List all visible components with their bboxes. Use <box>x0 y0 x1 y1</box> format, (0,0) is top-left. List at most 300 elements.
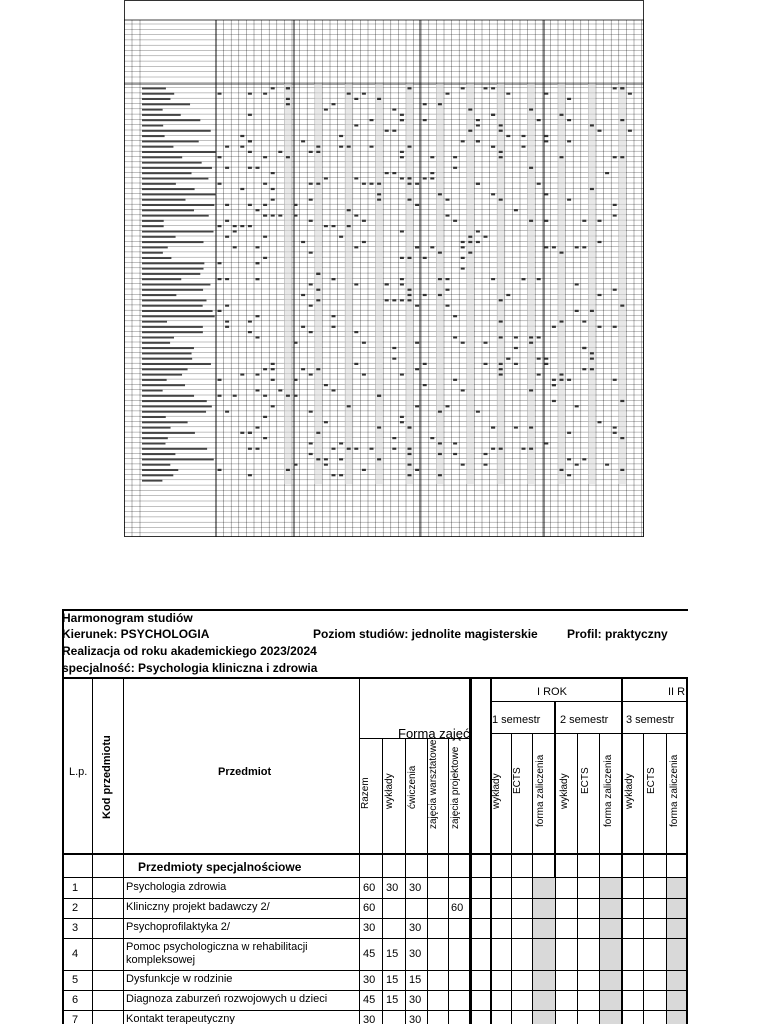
thumb-entry <box>316 432 320 434</box>
grid-line <box>62 677 688 679</box>
thumb-entry <box>263 156 267 158</box>
thumb-entry <box>484 236 488 238</box>
thumb-entry <box>415 405 419 407</box>
doc-title: Harmonogram studiów <box>62 611 193 625</box>
grid-line <box>62 877 688 878</box>
thumb-entry <box>476 119 480 121</box>
thumb-entry <box>294 342 298 344</box>
thumb-entry <box>385 299 389 301</box>
thumb-shade <box>588 84 596 484</box>
sem2-col-ects: ECTS <box>580 767 591 794</box>
thumb-entry <box>392 448 396 450</box>
thumb-entry <box>582 320 586 322</box>
thumb-entry <box>613 326 617 328</box>
thumb-entry <box>514 209 518 211</box>
sem1-col-ects: ECTS <box>512 767 523 794</box>
thumb-entry <box>278 389 282 391</box>
grid-line <box>123 677 124 1024</box>
thumb-entry <box>332 326 336 328</box>
grid-line <box>92 677 93 1024</box>
thumb-entry <box>385 172 389 174</box>
thumb-entry <box>286 395 290 397</box>
thumb-entry <box>423 257 427 259</box>
thumb-entry <box>537 278 541 280</box>
sheet-thumbnail-grid <box>124 0 644 537</box>
thumb-subject-name <box>142 395 194 397</box>
thumb-entry <box>392 358 396 360</box>
grid-line <box>471 677 472 1024</box>
doc-realizacja: Realizacja od roku akademickiego 2023/2024 <box>62 644 317 658</box>
thumb-entry <box>453 336 457 338</box>
thumb-entry <box>362 183 366 185</box>
thumb-shade <box>406 84 414 484</box>
shaded-forma-zaliczenia <box>533 878 555 1024</box>
thumb-entry <box>362 342 366 344</box>
thumb-entry <box>240 135 244 137</box>
row-lp: 7 <box>72 1013 79 1024</box>
thumb-entry <box>263 93 267 95</box>
thumb-subject-name <box>142 119 200 121</box>
semestr-3-header: 3 semestr <box>626 714 675 726</box>
thumb-entry <box>446 199 450 201</box>
thumb-entry <box>506 358 510 360</box>
thumb-entry <box>263 183 267 185</box>
thumb-subject-name <box>142 87 166 89</box>
thumb-entry <box>491 87 495 89</box>
thumb-entry <box>218 183 222 185</box>
shaded-forma-zaliczenia <box>600 878 621 1024</box>
thumb-entry <box>263 395 267 397</box>
thumb-entry <box>408 177 412 179</box>
thumb-entry <box>537 358 541 360</box>
thumb-entry <box>408 448 412 450</box>
thumb-entry <box>286 103 290 105</box>
thumb-entry <box>484 363 488 365</box>
thumb-entry <box>271 199 275 201</box>
thumb-entry <box>620 437 624 439</box>
thumb-entry <box>575 464 579 466</box>
thumb-entry <box>582 347 586 349</box>
thumb-entry <box>529 167 533 169</box>
sem3-col-forma: forma zaliczenia <box>669 754 680 827</box>
row-divider <box>62 918 688 919</box>
thumb-entry <box>590 352 594 354</box>
thumb-entry <box>377 199 381 201</box>
thumb-entry <box>415 204 419 206</box>
row-cwiczenia: 15 <box>409 973 422 986</box>
thumb-shade <box>527 84 535 484</box>
thumb-entry <box>271 172 275 174</box>
schedule-zoom-view <box>62 609 688 1024</box>
thumb-entry <box>499 320 503 322</box>
thumb-entry <box>316 183 320 185</box>
thumb-entry <box>620 305 624 307</box>
thumb-entry <box>453 220 457 222</box>
row-razem: 45 <box>363 947 376 960</box>
thumb-entry <box>301 241 305 243</box>
thumb-entry <box>415 368 419 370</box>
thumb-entry <box>446 93 450 95</box>
thumb-entry <box>309 453 313 455</box>
thumb-subject-name <box>142 98 170 100</box>
thumb-subject-name <box>142 135 165 137</box>
forma-col-warsztatowe: zajęcia warsztatowe <box>428 739 439 829</box>
thumb-entry <box>423 103 427 105</box>
thumb-entry <box>377 395 381 397</box>
thumb-entry <box>499 199 503 201</box>
thumb-shade <box>497 84 505 484</box>
thumb-subject-name <box>142 464 170 466</box>
thumb-entry <box>256 373 260 375</box>
grid-line <box>490 677 492 1024</box>
thumb-entry <box>400 373 404 375</box>
thumb-entry <box>575 283 579 285</box>
thumb-subject-name <box>142 199 185 201</box>
thumb-entry <box>240 373 244 375</box>
thumb-subject-name <box>142 193 217 195</box>
thumb-entry <box>468 236 472 238</box>
thumb-subject-name <box>142 448 207 450</box>
thumb-entry <box>370 119 374 121</box>
thumb-entry <box>248 432 252 434</box>
row-przedmiot: Kliniczny projekt badawczy 2/ <box>126 901 270 913</box>
thumb-entry <box>248 204 252 206</box>
thumb-entry <box>301 368 305 370</box>
thumb-subject-name <box>142 390 163 392</box>
thumb-entry <box>256 209 260 211</box>
thumb-entry <box>453 315 457 317</box>
thumb-entry <box>271 214 275 216</box>
thumb-entry <box>499 156 503 158</box>
thumb-entry <box>613 214 617 216</box>
thumb-entry <box>347 146 351 148</box>
row-cwiczenia: 30 <box>409 947 422 960</box>
thumb-entry <box>400 257 404 259</box>
thumb-entry <box>514 347 518 349</box>
thumb-entry <box>263 416 267 418</box>
thumb-entry <box>218 469 222 471</box>
thumb-entry <box>332 448 336 450</box>
forma-zajec-header: Forma zajęć <box>398 726 470 741</box>
thumb-entry <box>240 188 244 190</box>
sem3-col-wyklady: wykłady <box>624 773 635 809</box>
thumb-entry <box>218 262 222 264</box>
grid-line <box>490 701 688 702</box>
thumb-entry <box>522 448 526 450</box>
thumb-entry <box>392 347 396 349</box>
thumb-entry <box>499 373 503 375</box>
thumb-entry <box>248 151 252 153</box>
thumb-entry <box>400 278 404 280</box>
thumb-entry <box>294 204 298 206</box>
row-razem: 30 <box>363 921 376 934</box>
thumb-subject-name <box>142 262 204 264</box>
thumb-entry <box>560 252 564 254</box>
thumb-entry <box>628 130 632 132</box>
thumb-entry <box>529 389 533 391</box>
thumb-entry <box>400 114 404 116</box>
thumb-entry <box>620 469 624 471</box>
thumb-entry <box>552 384 556 386</box>
thumb-entry <box>233 395 237 397</box>
thumb-entry <box>400 177 404 179</box>
thumb-entry <box>529 342 533 344</box>
thumb-entry <box>461 342 465 344</box>
thumb-entry <box>339 458 343 460</box>
thumb-entry <box>620 400 624 402</box>
thumb-entry <box>278 214 282 216</box>
thumb-subject-name <box>142 416 166 418</box>
thumb-subject-name <box>142 273 200 275</box>
thumb-entry <box>620 156 624 158</box>
rok-1-header: I ROK <box>537 686 567 698</box>
row-wyklady: 30 <box>386 881 399 894</box>
thumb-subject-name <box>142 352 192 354</box>
thumb-entry <box>620 87 624 89</box>
thumb-entry <box>484 464 488 466</box>
thumb-entry <box>218 395 222 397</box>
row-lp: 4 <box>72 947 79 960</box>
thumb-entry <box>354 363 358 365</box>
thumb-entry <box>590 310 594 312</box>
thumb-entry <box>567 98 571 100</box>
thumb-entry <box>423 384 427 386</box>
thumb-entry <box>278 151 282 153</box>
thumb-entry <box>567 432 571 434</box>
thumb-entry <box>415 469 419 471</box>
thumb-entry <box>506 93 510 95</box>
row-lp: 3 <box>72 921 79 934</box>
thumb-entry <box>225 236 229 238</box>
thumb-subject-name <box>142 379 167 381</box>
sheet-thumbnail <box>124 0 644 537</box>
thumb-entry <box>392 130 396 132</box>
thumb-entry <box>240 432 244 434</box>
col-przedmiot: Przedmiot <box>218 766 272 778</box>
thumb-entry <box>354 214 358 216</box>
thumb-entry <box>499 336 503 338</box>
thumb-entry <box>271 405 275 407</box>
thumb-entry <box>468 108 472 110</box>
thumb-entry <box>240 146 244 148</box>
thumb-subject-name <box>142 257 171 259</box>
thumb-entry <box>476 411 480 413</box>
thumb-entry <box>400 230 404 232</box>
thumb-entry <box>263 437 267 439</box>
thumb-entry <box>468 252 472 254</box>
thumb-subject-name <box>142 246 168 248</box>
thumb-entry <box>438 442 442 444</box>
thumb-entry <box>256 262 260 264</box>
thumb-entry <box>218 156 222 158</box>
thumb-subject-name <box>142 167 212 169</box>
thumb-entry <box>347 448 351 450</box>
row-lp: 5 <box>72 973 79 986</box>
thumb-entry <box>408 299 412 301</box>
thumb-entry <box>552 400 556 402</box>
thumb-entry <box>218 310 222 312</box>
thumb-entry <box>446 214 450 216</box>
thumb-subject-name <box>142 480 162 482</box>
thumb-entry <box>354 283 358 285</box>
thumb-entry <box>233 230 237 232</box>
thumb-entry <box>248 331 252 333</box>
thumb-entry <box>590 358 594 360</box>
thumb-entry <box>324 464 328 466</box>
thumb-entry <box>499 368 503 370</box>
thumb-entry <box>476 183 480 185</box>
thumb-shade <box>436 84 444 484</box>
thumb-entry <box>385 130 389 132</box>
thumb-entry <box>362 220 366 222</box>
thumb-subject-name <box>142 103 190 105</box>
thumb-entry <box>491 146 495 148</box>
doc-specjalnosc: specjalność: Psychologia kliniczna i zdrowia <box>62 661 318 675</box>
thumb-entry <box>575 405 579 407</box>
thumb-entry <box>529 426 533 428</box>
forma-col-cwiczenia: ćwiczenia <box>407 765 418 809</box>
thumb-entry <box>575 310 579 312</box>
thumb-entry <box>400 151 404 153</box>
row-przedmiot: Diagnoza zaburzeń rozwojowych u dzieci <box>126 993 328 1005</box>
thumb-shade <box>558 84 566 484</box>
thumb-entry <box>598 326 602 328</box>
thumb-entry <box>309 331 313 333</box>
thumb-entry <box>529 336 533 338</box>
thumb-entry <box>560 373 564 375</box>
thumb-entry <box>461 464 465 466</box>
row-razem: 60 <box>363 901 376 914</box>
thumb-entry <box>263 214 267 216</box>
thumb-entry <box>286 98 290 100</box>
thumb-subject-name <box>142 421 188 423</box>
forma-col-wyklady: wykłady <box>384 773 395 809</box>
thumb-entry <box>400 416 404 418</box>
thumb-entry <box>400 283 404 285</box>
thumb-entry <box>309 199 313 201</box>
grid-line <box>62 677 64 1024</box>
thumb-entry <box>598 241 602 243</box>
thumb-entry <box>461 241 465 243</box>
thumb-entry <box>309 252 313 254</box>
thumb-subject-name <box>142 289 203 291</box>
thumb-entry <box>316 368 320 370</box>
thumb-entry <box>218 379 222 381</box>
thumb-entry <box>598 220 602 222</box>
thumb-entry <box>309 373 313 375</box>
thumb-entry <box>309 442 313 444</box>
thumb-entry <box>370 146 374 148</box>
thumb-subject-name <box>142 220 164 222</box>
row-cwiczenia: 30 <box>409 921 422 934</box>
thumb-subject-name <box>142 146 173 148</box>
thumb-entry <box>438 294 442 296</box>
thumb-entry <box>605 172 609 174</box>
thumb-entry <box>370 448 374 450</box>
thumb-entry <box>491 278 495 280</box>
grid-line <box>359 677 360 1024</box>
thumb-subject-name <box>142 178 208 180</box>
thumb-entry <box>324 108 328 110</box>
thumb-entry <box>347 405 351 407</box>
thumb-entry <box>225 220 229 222</box>
thumb-entry <box>544 193 548 195</box>
thumb-entry <box>408 453 412 455</box>
thumb-entry <box>248 167 252 169</box>
thumb-entry <box>354 98 358 100</box>
thumb-subject-name <box>142 305 203 307</box>
thumb-entry <box>263 236 267 238</box>
thumb-entry <box>256 246 260 248</box>
thumb-entry <box>461 257 465 259</box>
thumb-entry <box>248 140 252 142</box>
thumb-entry <box>544 220 548 222</box>
doc-kierunek: Kierunek: PSYCHOLOGIA <box>62 627 210 641</box>
row-przedmiot: Kontakt terapeutyczny <box>126 1013 235 1024</box>
grid-line <box>448 738 449 1024</box>
thumb-entry <box>544 246 548 248</box>
thumb-entry <box>301 140 305 142</box>
thumb-subject-name <box>142 114 181 116</box>
thumb-subject-name <box>142 374 182 376</box>
doc-profil: Profil: praktyczny <box>567 627 668 641</box>
grid-line <box>490 733 688 734</box>
thumb-entry <box>567 199 571 201</box>
thumb-entry <box>324 177 328 179</box>
thumb-entry <box>324 225 328 227</box>
thumb-entry <box>324 458 328 460</box>
thumb-entry <box>332 389 336 391</box>
thumb-entry <box>560 114 564 116</box>
sem1-col-forma: forma zaliczenia <box>535 754 546 827</box>
thumb-entry <box>225 411 229 413</box>
thumb-shade <box>284 84 292 484</box>
thumb-entry <box>438 252 442 254</box>
thumb-entry <box>377 458 381 460</box>
thumb-entry <box>233 246 237 248</box>
sheet-top-border <box>62 609 688 611</box>
thumb-subject-name <box>142 321 167 323</box>
thumb-entry <box>271 363 275 365</box>
thumb-entry <box>430 172 434 174</box>
row-divider <box>62 1010 688 1011</box>
thumb-entry <box>347 93 351 95</box>
grid-line <box>577 733 578 1024</box>
thumb-entry <box>324 421 328 423</box>
row-cwiczenia: 30 <box>409 1013 422 1024</box>
col-kod-przedmiotu: Kod przedmiotu <box>101 735 113 819</box>
thumb-entry <box>468 241 472 243</box>
thumb-entry <box>438 278 442 280</box>
thumb-entry <box>529 220 533 222</box>
thumb-subject-name <box>142 437 168 439</box>
thumb-entry <box>552 379 556 381</box>
thumb-entry <box>484 453 488 455</box>
thumb-entry <box>560 469 564 471</box>
row-wyklady: 15 <box>386 973 399 986</box>
thumb-entry <box>613 432 617 434</box>
section-specjalnosciowe: Przedmioty specjalnościowe <box>138 860 302 874</box>
thumb-entry <box>613 156 617 158</box>
thumb-entry <box>324 384 328 386</box>
thumb-entry <box>544 135 548 137</box>
thumb-entry <box>354 246 358 248</box>
thumb-entry <box>377 426 381 428</box>
thumb-entry <box>537 183 541 185</box>
row-razem: 60 <box>363 881 376 894</box>
thumb-entry <box>598 130 602 132</box>
thumb-entry <box>461 389 465 391</box>
